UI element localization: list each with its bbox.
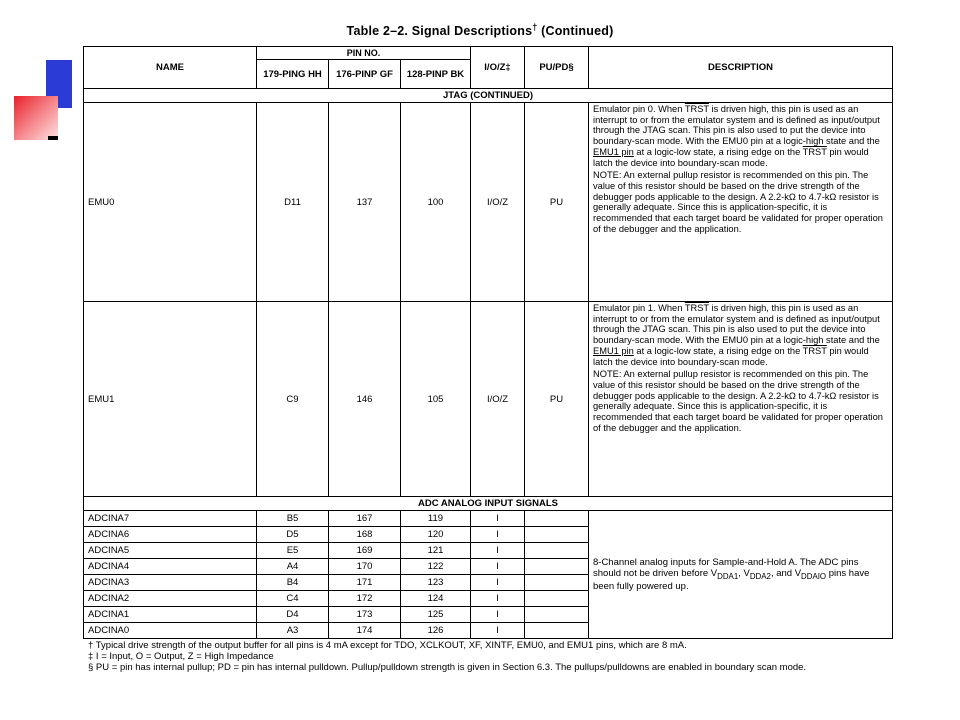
cell-p128: 126 (401, 623, 471, 639)
cell-p128: 122 (401, 559, 471, 575)
cell-pupd (525, 591, 589, 607)
cell-p176: 169 (329, 543, 401, 559)
table-row-emu0 (84, 103, 893, 302)
cell-p128: 119 (401, 511, 471, 527)
decoration-dash (48, 136, 58, 140)
cell-name: EMU0 (84, 103, 257, 302)
slide-decoration (14, 60, 64, 145)
adc-desc-part: 8-Channel analog inputs for Sample-and-Hold A. The ADC pins should not be driven before V (593, 556, 859, 579)
cell-p176: 171 (329, 575, 401, 591)
desc-trst: TRST (802, 345, 827, 356)
cell-name: ADCINA6 (84, 527, 257, 543)
desc-emu1: EMU1 pin (593, 345, 634, 356)
cell-p179: D11 (257, 103, 329, 302)
section-title-jtag: JTAG (CONTINUED) (84, 89, 893, 103)
cell-name: ADCINA1 (84, 607, 257, 623)
cell-p179: D5 (257, 527, 329, 543)
cell-ioz: I/O/Z (471, 302, 525, 497)
cell-ioz: I (471, 607, 525, 623)
description-text (593, 104, 888, 168)
col-header-name: NAME (84, 47, 257, 89)
cell-pupd (525, 511, 589, 527)
cell-p176: 167 (329, 511, 401, 527)
cell-name: ADCINA4 (84, 559, 257, 575)
cell-p179: E5 (257, 543, 329, 559)
section-row-jtag (84, 89, 893, 103)
description-text (593, 303, 888, 367)
footnote-double-dagger: ‡ I = Input, O = Output, Z = High Impedance (88, 651, 274, 662)
cell-description (589, 302, 893, 497)
cell-name: ADCINA5 (84, 543, 257, 559)
cell-p176: 168 (329, 527, 401, 543)
cell-name: ADCINA3 (84, 575, 257, 591)
footnote-dagger: † Typical drive strength of the output buffer for all pins is 4 mA except for TDO, XCLKOUT, XF, XINTF, EMU0, and EMU1 pins, which are 8 mA. (88, 640, 687, 651)
col-header-176: 176-PINP GF (329, 60, 401, 89)
cell-p179: A4 (257, 559, 329, 575)
adc-desc-part: , and V (770, 567, 802, 579)
cell-p179: C9 (257, 302, 329, 497)
cell-name: ADCINA7 (84, 511, 257, 527)
cell-adc-description (589, 511, 893, 639)
cell-ioz: I (471, 543, 525, 559)
table-row-emu1 (84, 302, 893, 497)
desc-part: is driven high, this pin is used as an interrupt to or from the emulator system and is defined as input/output through the JTAG scan. This pin is also used to put the device into boundary-scan mode. With the EMU0 pin at a logic-high state and the (593, 104, 880, 147)
adc-desc-sub: DDAIO (801, 571, 827, 581)
table-title (0, 22, 960, 38)
desc-part: Emulator pin 0. When (593, 104, 685, 114)
cell-pupd (525, 543, 589, 559)
desc-emu1: EMU1 pin (593, 146, 634, 157)
cell-ioz: I (471, 575, 525, 591)
cell-ioz: I (471, 527, 525, 543)
cell-pupd: PU (525, 103, 589, 302)
cell-p128: 121 (401, 543, 471, 559)
footnotes (88, 640, 898, 673)
cell-pupd (525, 575, 589, 591)
col-header-128: 128-PINP BK (401, 60, 471, 89)
footnote-section: § PU = pin has internal pullup; PD = pin has internal pulldown. Pullup/pulldown strength is given in Section 6.3. The pullups/pulldowns are enabled in boundary scan mode. (88, 662, 807, 673)
cell-p176: 172 (329, 591, 401, 607)
desc-part: pin would latch the device into boundary-scan mode. (593, 146, 869, 168)
adc-desc-sub: DDA2 (749, 571, 771, 581)
desc-part: pin would latch the device into boundary-scan mode. (593, 345, 869, 367)
cell-name: ADCINA0 (84, 623, 257, 639)
cell-pupd (525, 527, 589, 543)
cell-ioz: I (471, 591, 525, 607)
description-note: NOTE: An external pullup resistor is recommended on this pin. The value of this resistor should be based on the drive strength of the debugger pods applicable to the design. A 2.2-kΩ to 4.7-kΩ resistor is generally adequate. Since this is application-specific, it is recommended that each target board be validated for proper operation of the debugger and the application. (593, 369, 883, 433)
cell-p176: 173 (329, 607, 401, 623)
table-title-text: Table 2–2. Signal Descriptions (346, 24, 533, 39)
cell-p179: B4 (257, 575, 329, 591)
desc-part: is driven high, this pin is used as an interrupt to or from the emulator system and is defined as input/output through the JTAG scan. This pin is also used to put the device into boundary-scan mode. With the EMU0 pin at a logic-high state and the (593, 303, 880, 346)
col-header-ioz: I/O/Z‡ (471, 47, 525, 89)
desc-part: at a logic-low state, a rising edge on the (633, 345, 803, 356)
signal-descriptions-table (83, 46, 893, 639)
cell-name: EMU1 (84, 302, 257, 497)
cell-p128: 105 (401, 302, 471, 497)
cell-p179: D4 (257, 607, 329, 623)
cell-p179: A3 (257, 623, 329, 639)
title-footnote-mark: † (532, 22, 538, 32)
description-note: NOTE: An external pullup resistor is recommended on this pin. The value of this resistor should be based on the drive strength of the debugger pods applicable to the design. A 2.2-kΩ to 4.7-kΩ resistor is generally adequate. Since this is application-specific, it is recommended that each target board be validated for proper operation of the debugger and the application. (593, 170, 883, 234)
cell-name: ADCINA2 (84, 591, 257, 607)
adc-desc-sub: DDA1 (717, 571, 739, 581)
cell-p179: B5 (257, 511, 329, 527)
adc-desc-part: pins have been fully powered up. (593, 567, 870, 593)
cell-pupd (525, 607, 589, 623)
section-row-adc (84, 497, 893, 511)
cell-pupd (525, 623, 589, 639)
cell-p128: 123 (401, 575, 471, 591)
cell-p128: 124 (401, 591, 471, 607)
decoration-red-square (14, 96, 58, 140)
cell-description (589, 103, 893, 302)
col-header-description: DESCRIPTION (589, 47, 893, 89)
desc-part: at a logic-low state, a rising edge on the (633, 146, 803, 157)
cell-pupd: PU (525, 302, 589, 497)
cell-p176: 146 (329, 302, 401, 497)
cell-p176: 174 (329, 623, 401, 639)
adc-desc-part: , V (738, 567, 750, 579)
desc-trst: TRST (684, 104, 709, 114)
table-title-suffix: (Continued) (537, 24, 614, 39)
desc-trst: TRST (802, 146, 827, 157)
cell-p176: 170 (329, 559, 401, 575)
cell-p128: 100 (401, 103, 471, 302)
desc-trst: TRST (684, 303, 709, 313)
section-title-adc: ADC ANALOG INPUT SIGNALS (84, 497, 893, 511)
table-row (84, 511, 893, 527)
cell-ioz: I (471, 511, 525, 527)
cell-ioz: I (471, 559, 525, 575)
col-header-179: 179-PING HH (257, 60, 329, 89)
header-row-1 (84, 47, 893, 60)
cell-p128: 120 (401, 527, 471, 543)
cell-ioz: I/O/Z (471, 103, 525, 302)
cell-pupd (525, 559, 589, 575)
col-header-pupd: PU/PD§ (525, 47, 589, 89)
col-header-pin-no: PIN NO. (257, 47, 471, 60)
cell-p176: 137 (329, 103, 401, 302)
cell-p128: 125 (401, 607, 471, 623)
desc-part: Emulator pin 1. When (593, 303, 685, 313)
cell-p179: C4 (257, 591, 329, 607)
cell-ioz: I (471, 623, 525, 639)
